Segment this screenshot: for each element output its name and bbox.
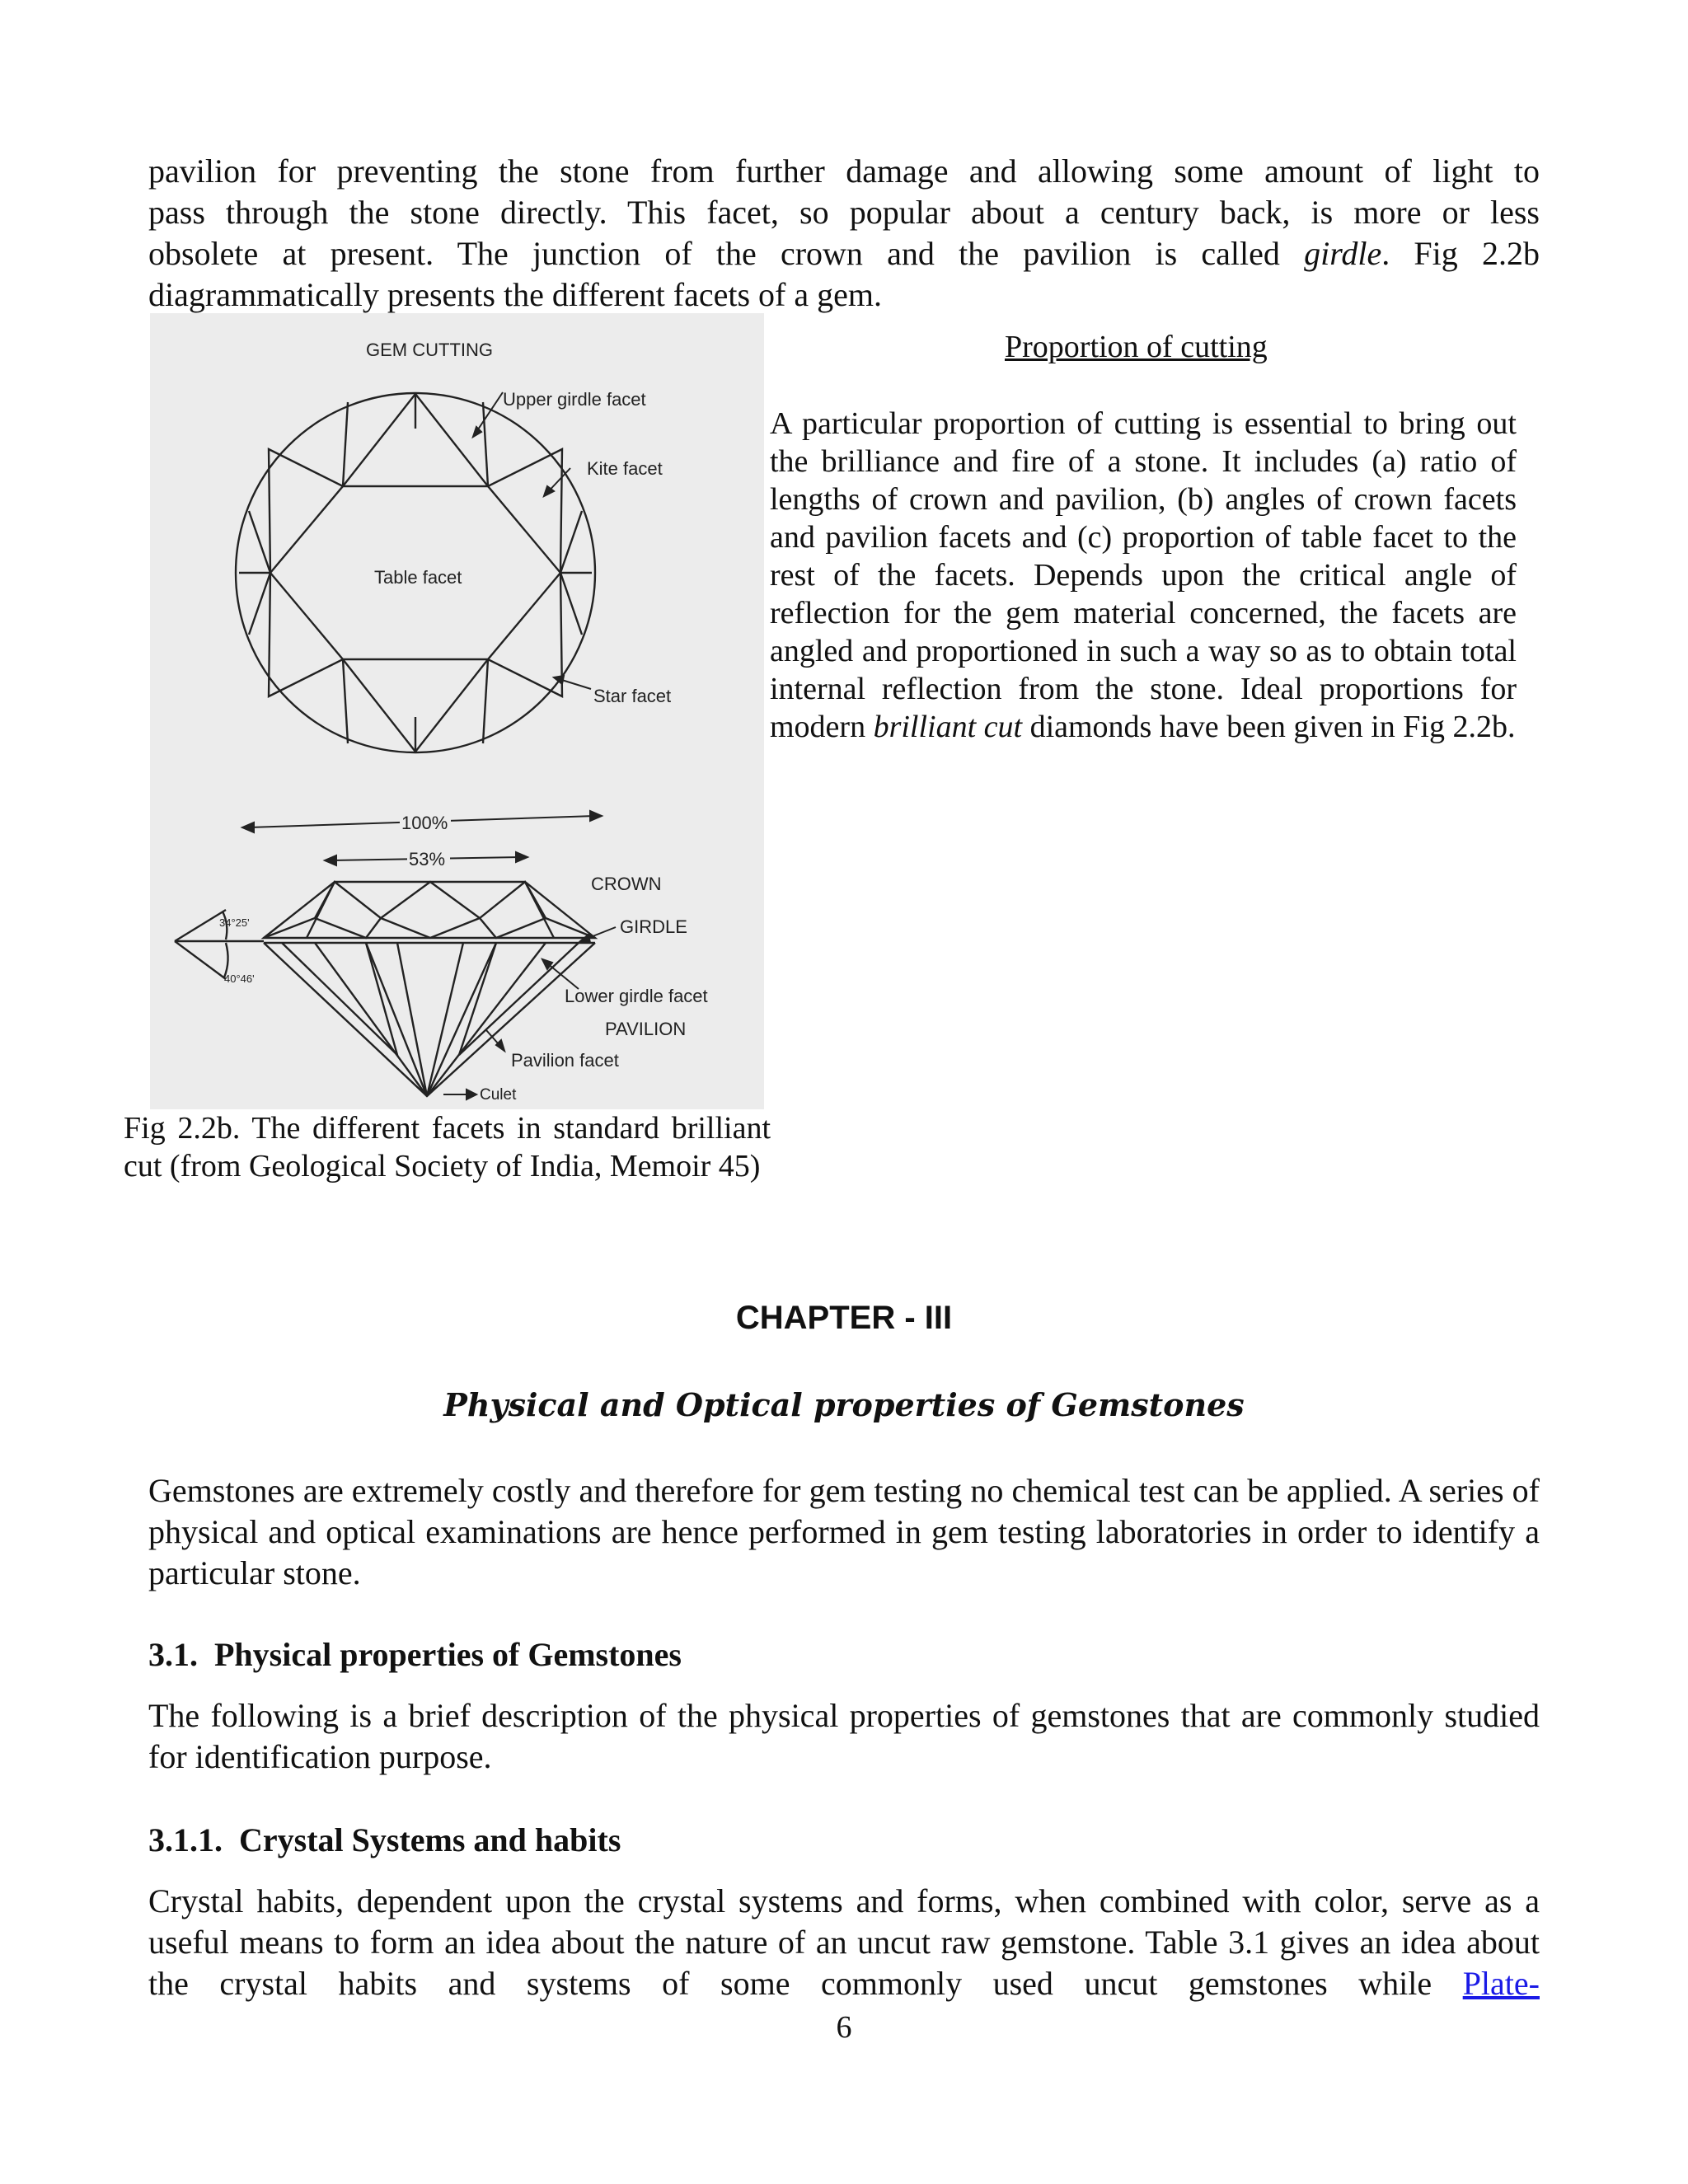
plate-link[interactable]: Plate- <box>1462 1965 1540 2002</box>
crown-angle-label: 34°25' <box>219 916 250 929</box>
chapter-subtitle: Physical and Optical properties of Gemstones <box>443 1386 1245 1423</box>
section-3-1-1-heading: 3.1.1. Crystal Systems and habits <box>148 1821 621 1858</box>
crown-label: CROWN <box>591 874 662 894</box>
chapter-intro-text: Gemstones are extremely costly and therefore for gem testing no chemical test can be applied. A series of physical and optical examinations are hence performed in gem testing laboratories in order to identify a particular stone. <box>148 1472 1540 1591</box>
intro-line-2: pass through the stone directly. This facet, so popular about a century back, is more or less <box>148 194 1540 231</box>
section-3-1-1-paragraph: Crystal habits, dependent upon the crystal systems and forms, when combined with color, serve as a useful means to form an idea about the nature of an uncut raw gemstone. Table 3.1 gives an idea about the crystal habits and systems of some commonly used uncut gemstones while <box>148 1882 1540 2002</box>
intro-line-3-text: obsolete at present. The junction of the crown and the pavilion is called <box>148 235 1305 272</box>
upper-girdle-facet-label: Upper girdle facet <box>503 389 646 410</box>
chapter-title: CHAPTER - III <box>735 1300 953 1336</box>
girdle-term: girdle <box>1304 235 1382 272</box>
section-3-1-heading: 3.1. Physical properties of Gemstones <box>148 1636 682 1673</box>
proportion-paragraph <box>770 405 1517 746</box>
page-number: 6 <box>836 2010 852 2045</box>
culet-label: Culet <box>480 1086 517 1104</box>
pavilion-angle-label: 40°46' <box>224 972 255 985</box>
pavilion-label: PAVILION <box>605 1019 687 1039</box>
kite-facet-label: Kite facet <box>587 458 663 479</box>
intro-paragraph <box>148 151 1540 316</box>
percent-100-label: 100% <box>401 813 448 833</box>
figure-caption <box>124 1109 771 1185</box>
chapter-intro <box>148 1470 1540 1594</box>
proportion-text-end: diamonds have been given in Fig 2.2b. <box>1022 710 1516 744</box>
star-facet-label: Star facet <box>593 686 672 706</box>
girdle-label: GIRDLE <box>620 916 687 937</box>
brilliant-cut-diagram <box>150 313 764 1109</box>
table-facet-label: Table facet <box>374 567 462 588</box>
proportion-heading: Proportion of cutting <box>1005 330 1268 364</box>
pavilion-facet-label: Pavilion facet <box>511 1050 619 1071</box>
brilliant-cut-term: brilliant cut <box>873 710 1023 744</box>
section-3-1-1-text <box>148 1881 1540 2004</box>
section-3-1-paragraph: The following is a brief description of the physical properties of gemstones that are commonly studied for identification purpose. <box>148 1697 1540 1775</box>
intro-line-3-end: . Fig 2.2b <box>1381 235 1540 272</box>
figure-title: GEM CUTTING <box>366 340 493 360</box>
intro-line-3 <box>148 233 1540 274</box>
section-3-1-text <box>148 1695 1540 1778</box>
proportion-text: A particular proportion of cutting is essential to bring out the brilliance and fire of a stone. It includes (a) ratio of lengths of crown and pavilion, (b) angles of crown facets and pavilion facets and (c) proportion of table facet to the rest of the facets. Depends upon the critical angle of reflection for the gem material concerned, the facets are angled and proportioned in such a way so as to obtain total internal reflection from the stone. Ideal proportions for modern <box>770 406 1517 744</box>
intro-line-4: diagrammatically presents the different facets of a gem. <box>148 276 882 313</box>
percent-53-label: 53% <box>409 849 446 869</box>
lower-girdle-facet-label: Lower girdle facet <box>565 986 708 1006</box>
intro-line-1: pavilion for preventing the stone from further damage and allowing some amount of light to <box>148 152 1540 190</box>
figure-caption-text: Fig 2.2b. The different facets in standard brilliant cut (from Geological Society of India, Memoir 45) <box>124 1111 771 1183</box>
gem-cutting-figure <box>150 313 764 1109</box>
